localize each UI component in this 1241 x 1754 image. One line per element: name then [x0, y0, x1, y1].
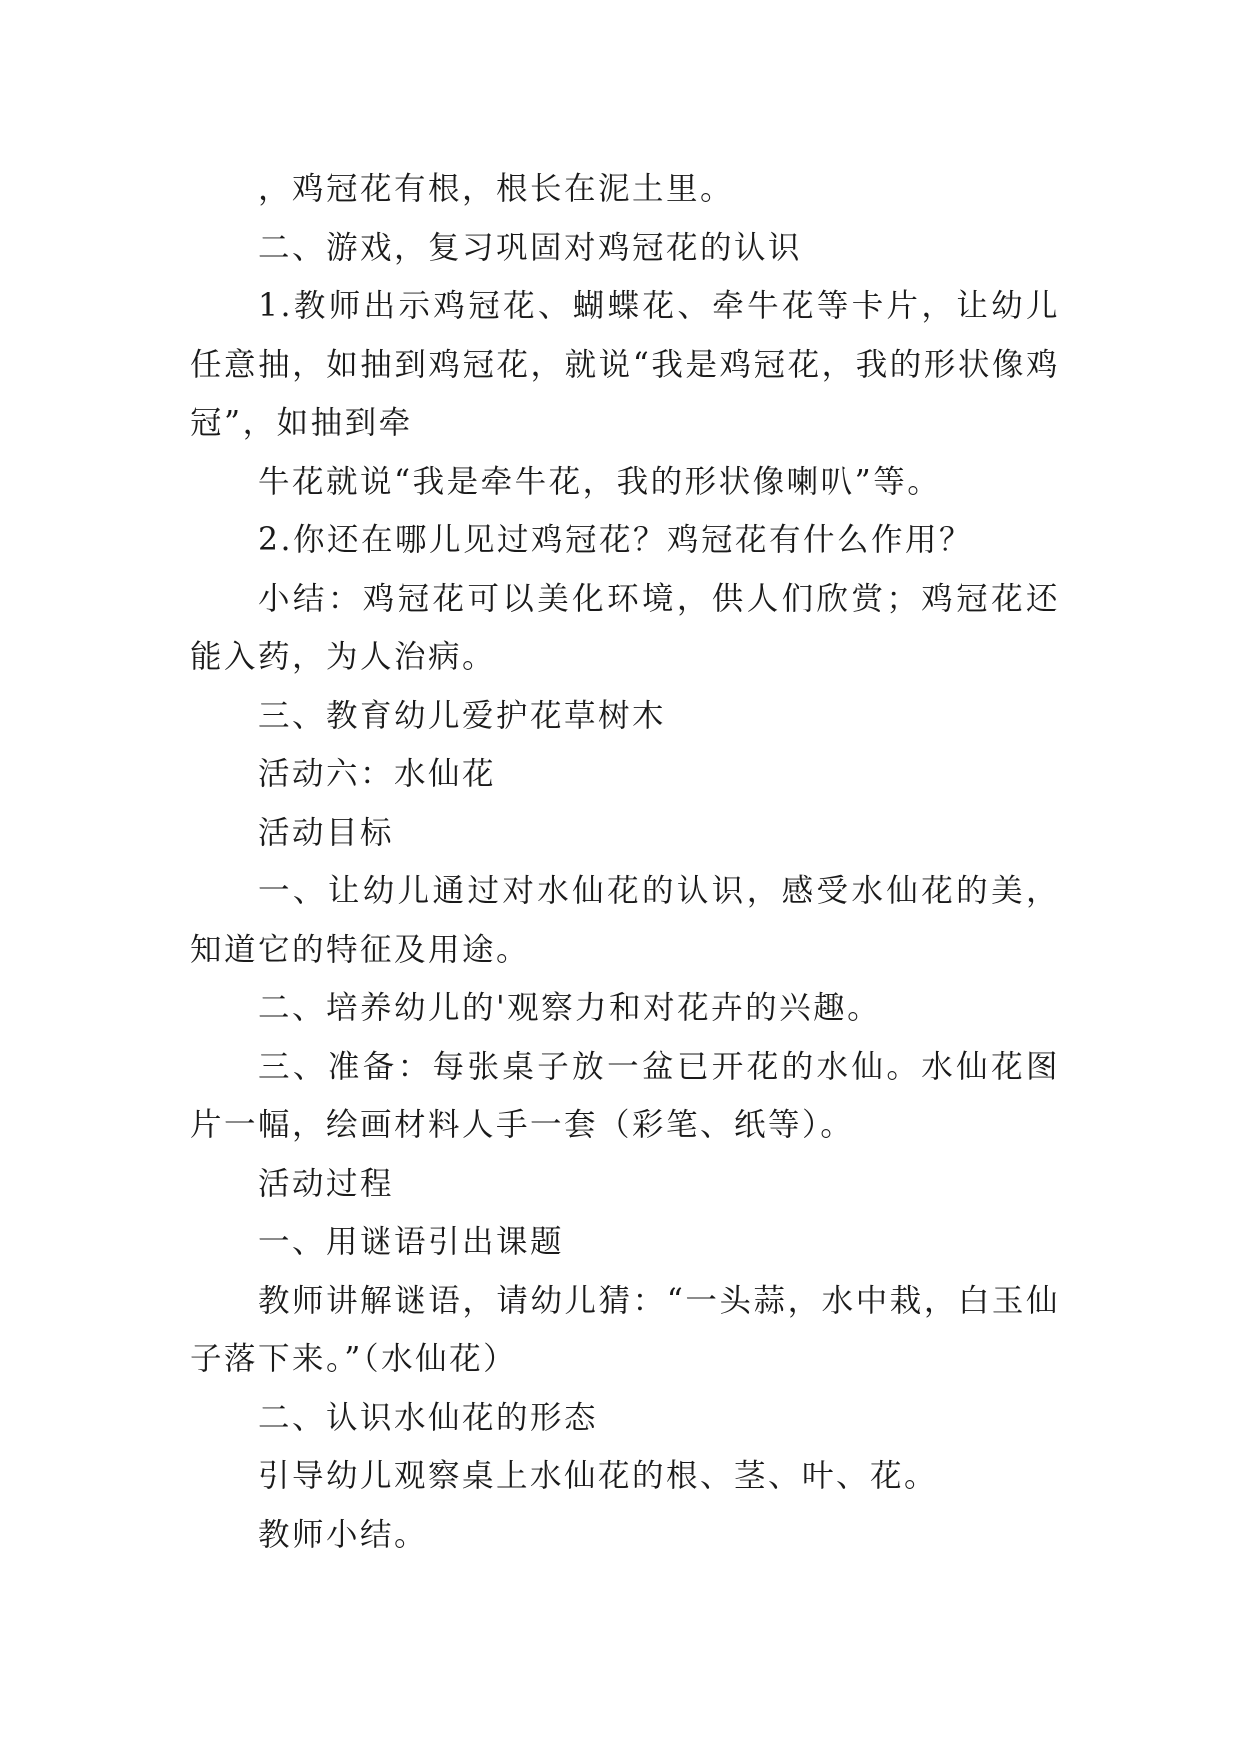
section-heading: 三、教育幼儿爱护花草树木: [258, 697, 667, 734]
paragraph: 二、培养幼儿的'观察力和对花卉的兴趣。: [258, 990, 882, 1026]
section-heading: 活动目标: [258, 814, 395, 851]
paragraph: 引导幼儿观察桌上水仙花的根、茎、叶、花。: [258, 1458, 939, 1494]
paragraph: 2.你还在哪儿见过鸡冠花？鸡冠花有什么作用？: [258, 522, 974, 558]
section-heading: 一、用谜语引出课题: [258, 1224, 565, 1260]
paragraph: 牛花就说“我是牵牛花，我的形状像喇叭”等。: [258, 463, 942, 500]
paragraph: 1.教师出示鸡冠花、蝴蝶花、牵牛花等卡片，让幼儿任意抽，如抽到鸡冠花，就说“我是鸡冠花，我的形状像鸡冠”，如抽到牵: [190, 288, 1060, 441]
section-heading: 活动过程: [258, 1165, 395, 1202]
activity-title: 活动六：水仙花: [258, 756, 497, 792]
paragraph: 教师讲解谜语，请幼儿猜：“一头蒜，水中栽，白玉仙子落下来。”（水仙花）: [190, 1282, 1060, 1377]
paragraph: ，鸡冠花有根，根长在泥土里。: [258, 171, 735, 207]
paragraph: 一、让幼儿通过对水仙花的认识，感受水仙花的美，知道它的特征及用途。: [190, 873, 1060, 968]
section-heading: 二、认识水仙花的形态: [258, 1399, 599, 1436]
paragraph: 教师小结。: [258, 1516, 429, 1553]
paragraph: 小结：鸡冠花可以美化环境，供人们欣赏；鸡冠花还能入药，为人治病。: [190, 580, 1060, 675]
paragraph: 三、准备：每张桌子放一盆已开花的水仙。水仙花图片一幅，绘画材料人手一套（彩笔、纸等）。: [190, 1048, 1060, 1143]
document-body: [190, 160, 1060, 1564]
section-heading: 二、游戏，复习巩固对鸡冠花的认识: [258, 229, 803, 266]
